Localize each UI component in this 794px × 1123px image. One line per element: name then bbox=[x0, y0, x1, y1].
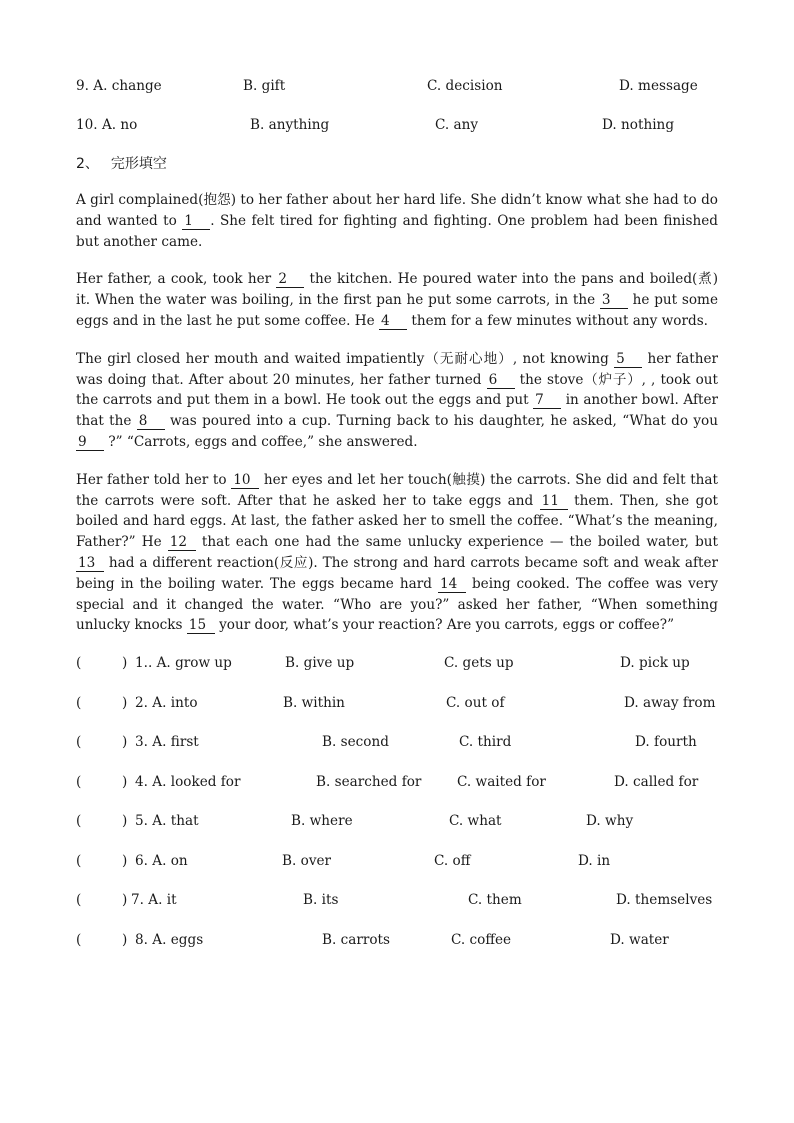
option-b: B. carrots bbox=[322, 931, 390, 948]
option-d: D. water bbox=[610, 931, 669, 948]
option-d: D. why bbox=[586, 813, 634, 830]
blank-15[interactable]: 15 bbox=[187, 618, 215, 634]
passage-text: them. Then, she got boiled and hard eggs. At last, the father asked her to smell the coffee. “What’s the meaning, Father?” He bbox=[76, 492, 719, 551]
blank-14[interactable]: 14 bbox=[438, 577, 466, 593]
option-b: B. searched for bbox=[316, 773, 422, 790]
option-c: C. third bbox=[459, 734, 512, 751]
answer-paren-open[interactable]: ( bbox=[76, 852, 82, 869]
passage-text: was poured into a cup. Turning back to his daughter, he asked, “What do you bbox=[164, 413, 718, 430]
answer-paren-open[interactable]: ( bbox=[76, 892, 82, 909]
passage-paragraph bbox=[76, 470, 718, 636]
passage-text: The girl closed her mouth and waited impatiently（无耐心地）, not knowing bbox=[76, 350, 615, 367]
option-d: D. themselves bbox=[616, 892, 713, 909]
section-title: 完形填空 bbox=[110, 156, 167, 172]
answer-paren-open[interactable]: ( bbox=[76, 931, 82, 948]
option-a: 7. A. it bbox=[131, 892, 177, 909]
blank-6[interactable]: 6 bbox=[487, 373, 515, 389]
cloze-passage bbox=[76, 190, 718, 636]
option-row-9 bbox=[76, 76, 718, 96]
answer-paren-close: ) bbox=[122, 694, 128, 711]
option-a: 8. A. eggs bbox=[135, 931, 204, 948]
answer-paren-close: ) bbox=[122, 773, 128, 790]
passage-paragraph bbox=[76, 269, 718, 331]
blank-1[interactable]: 1 bbox=[182, 214, 210, 230]
blank-12[interactable]: 12 bbox=[168, 535, 196, 551]
answer-paren-close: ) bbox=[122, 852, 128, 869]
option-d: D. message bbox=[619, 78, 698, 94]
option-c: C. them bbox=[468, 892, 522, 909]
question-row bbox=[76, 851, 718, 871]
option-b: B. its bbox=[303, 892, 339, 909]
question-row bbox=[76, 890, 718, 910]
passage-text: the stove（炉子）, , took out the carrots and put them in a bowl. He took out the eggs and put bbox=[76, 371, 719, 409]
option-c: C. gets up bbox=[444, 655, 514, 672]
option-b: B. within bbox=[283, 694, 345, 711]
option-b: B. anything bbox=[250, 117, 330, 133]
blank-11[interactable]: 11 bbox=[540, 494, 568, 510]
option-a: 4. A. looked for bbox=[135, 773, 241, 790]
passage-text: her eyes and let her touch(触摸) the carrots. She did and felt that the carrots were soft. After that he asked her to take eggs and bbox=[76, 471, 719, 509]
option-a: 1.. A. grow up bbox=[135, 655, 232, 672]
question-row bbox=[76, 772, 718, 792]
answer-paren-close: ) bbox=[122, 734, 128, 751]
question-list bbox=[76, 653, 718, 950]
passage-text: he put some eggs and in the last he put some coffee. He bbox=[76, 292, 718, 329]
blank-3[interactable]: 3 bbox=[600, 293, 628, 309]
question-row bbox=[76, 653, 718, 673]
option-c: C. out of bbox=[446, 694, 505, 711]
option-a: 3. A. first bbox=[135, 734, 199, 751]
option-b: B. where bbox=[291, 813, 353, 830]
answer-paren-open[interactable]: ( bbox=[76, 773, 82, 790]
option-c: C. coffee bbox=[451, 931, 512, 948]
option-d: D. called for bbox=[614, 773, 699, 790]
passage-text: Her father, a cook, took her bbox=[76, 271, 277, 288]
option-c: C. decision bbox=[427, 78, 503, 94]
option-c: C. off bbox=[434, 852, 471, 869]
option-a: 6. A. on bbox=[135, 852, 188, 869]
option-a: 9. A. change bbox=[76, 78, 162, 94]
option-c: C. what bbox=[449, 813, 502, 830]
blank-13[interactable]: 13 bbox=[76, 556, 104, 572]
passage-text: had a different reaction(反应). The strong and hard carrots became soft and weak after being in the boiling water. The eggs became hard bbox=[76, 554, 718, 592]
question-row bbox=[76, 693, 718, 713]
option-a: 5. A. that bbox=[135, 813, 199, 830]
answer-paren-open[interactable]: ( bbox=[76, 694, 82, 711]
passage-text: your door, what’s your reaction? Are you carrots, eggs or coffee?” bbox=[214, 617, 675, 634]
passage-text: that each one had the same unlucky experience — the boiled water, but bbox=[195, 534, 718, 551]
passage-paragraph bbox=[76, 190, 718, 252]
option-d: D. away from bbox=[624, 694, 716, 711]
passage-text: A girl complained(抱怨) to her father about her hard life. She didn’t know what she had to do and wanted to bbox=[76, 192, 718, 229]
answer-paren-close: ) bbox=[122, 655, 128, 672]
question-row bbox=[76, 930, 718, 950]
answer-paren-open[interactable]: ( bbox=[76, 734, 82, 751]
answer-paren-close: ) bbox=[122, 931, 128, 948]
option-d: D. fourth bbox=[635, 734, 697, 751]
option-d: D. pick up bbox=[620, 655, 690, 672]
answer-paren-open[interactable]: ( bbox=[76, 813, 82, 830]
section-number: 2、 bbox=[76, 156, 99, 172]
option-b: B. gift bbox=[243, 78, 286, 94]
option-c: C. any bbox=[435, 117, 479, 133]
passage-text: in another bowl. After that the bbox=[76, 392, 718, 430]
blank-9[interactable]: 9 bbox=[76, 435, 104, 451]
passage-text: the kitchen. He poured water into the pans and boiled(煮) it. When the water was boiling, in the first pan he put some carrots, in the bbox=[76, 271, 718, 309]
option-d: D. nothing bbox=[602, 117, 675, 133]
option-b: B. over bbox=[282, 852, 332, 869]
passage-text: being cooked. The coffee was very special and it changed the water. “Who are you?” asked her father, “When something unlucky knocks bbox=[76, 575, 719, 634]
option-a: 2. A. into bbox=[135, 694, 198, 711]
option-d: D. in bbox=[578, 852, 611, 869]
passage-paragraph bbox=[76, 349, 718, 453]
option-b: B. give up bbox=[285, 655, 355, 672]
option-row-10 bbox=[76, 115, 718, 135]
blank-8[interactable]: 8 bbox=[137, 414, 165, 430]
question-row bbox=[76, 732, 718, 752]
blank-2[interactable]: 2 bbox=[276, 272, 304, 288]
blank-10[interactable]: 10 bbox=[231, 473, 259, 489]
passage-text: them for a few minutes without any words. bbox=[407, 312, 708, 329]
passage-text: her father was doing that. After about 20 minutes, her father turned bbox=[76, 350, 718, 388]
question-row bbox=[76, 811, 718, 831]
blank-4[interactable]: 4 bbox=[379, 314, 407, 330]
passage-text: Her father told her to bbox=[76, 471, 232, 488]
answer-paren-open[interactable]: ( bbox=[76, 655, 82, 672]
option-b: B. second bbox=[322, 734, 389, 751]
answer-paren-close: ) bbox=[122, 813, 128, 830]
passage-text: . She felt tired for fighting and fighting. One problem had been finished but another came. bbox=[76, 212, 718, 250]
blank-7[interactable]: 7 bbox=[533, 393, 561, 409]
blank-5[interactable]: 5 bbox=[614, 352, 642, 368]
passage-text: ?” “Carrots, eggs and coffee,” she answered. bbox=[104, 433, 418, 450]
section-heading bbox=[76, 152, 718, 176]
option-a: 10. A. no bbox=[76, 117, 138, 133]
document-page bbox=[76, 76, 718, 969]
option-c: C. waited for bbox=[457, 773, 546, 790]
answer-paren-close: ) bbox=[122, 892, 128, 909]
